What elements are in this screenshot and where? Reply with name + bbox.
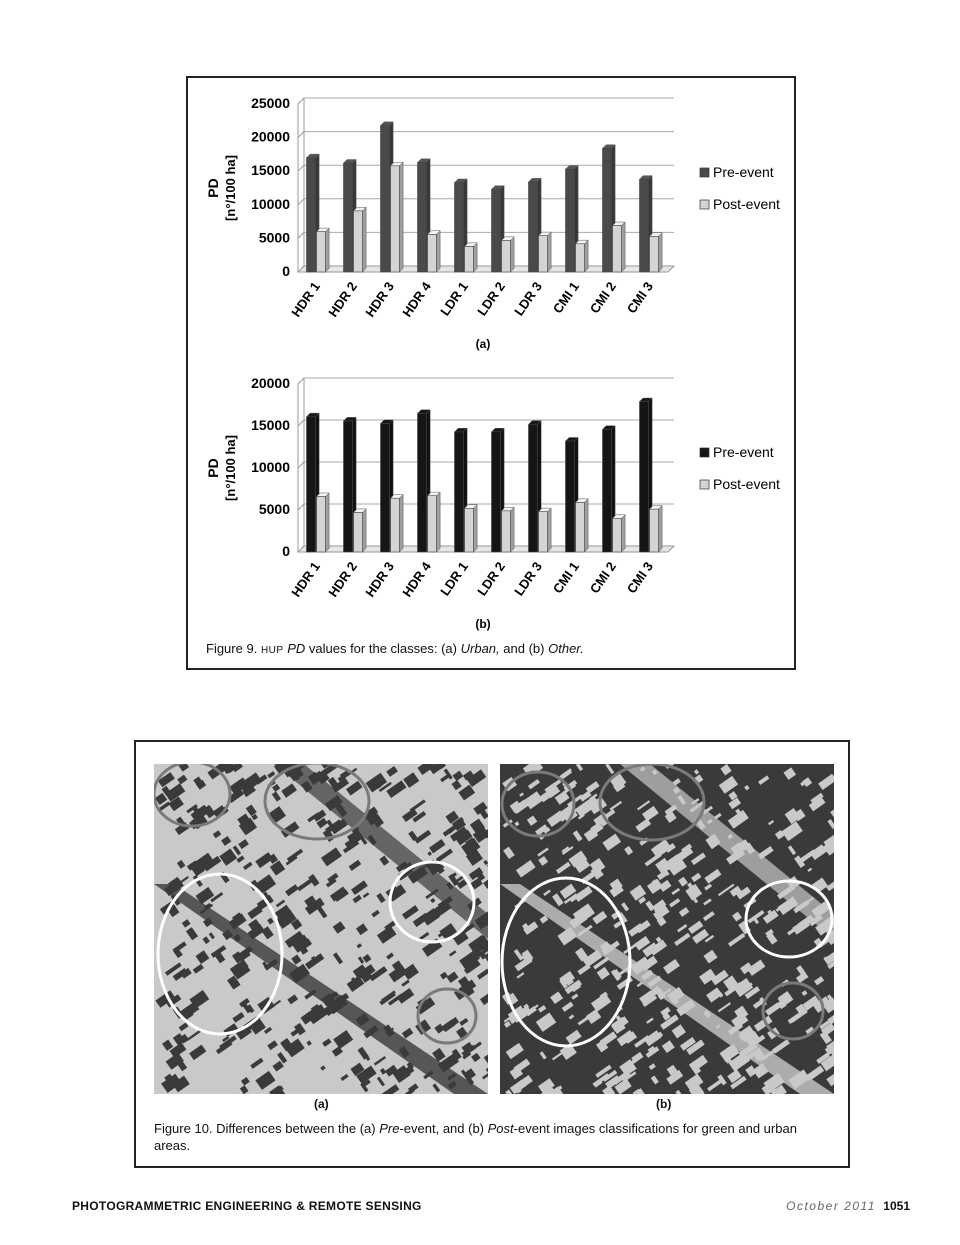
bar-post-event-hdr-2 <box>354 211 363 272</box>
bar-side <box>326 228 330 272</box>
gridline-diag <box>298 462 304 468</box>
bar-side <box>585 240 589 272</box>
x-tick-label: HDR 2 <box>325 279 360 320</box>
bar-pre-event-ldr-1 <box>455 432 464 552</box>
y-tick-label: 15000 <box>251 417 290 433</box>
y-tick-label: 10000 <box>251 195 290 212</box>
x-tick-label: HDR 2 <box>325 559 360 600</box>
gridline-diag <box>298 232 304 238</box>
bar-side <box>474 243 478 272</box>
y-tick-label: 5000 <box>258 229 290 246</box>
bar-pre-event-ldr-3 <box>529 424 538 552</box>
figure-9 <box>186 76 796 670</box>
panel-a-pre-event-image <box>154 764 488 1094</box>
bar-pre-event-cmi-1 <box>566 169 575 272</box>
x-tick-label: CMI 3 <box>623 279 656 317</box>
panel-a-label: (a) <box>314 1097 329 1111</box>
bar-post-event-ldr-3 <box>539 512 548 552</box>
bar-pre-event-hdr-4 <box>418 162 427 272</box>
panel-label: (b) <box>475 617 491 631</box>
bar-post-event-hdr-3 <box>391 166 400 272</box>
y-axis-unit: [n°/100 ha] <box>223 435 238 501</box>
issue-date: October 2011 <box>786 1199 876 1213</box>
gridline-diag <box>298 504 304 510</box>
bar-side <box>659 233 663 272</box>
x-tick-label: LDR 1 <box>437 279 471 319</box>
bar-side <box>400 162 404 272</box>
x-tick-label: CMI 3 <box>623 559 656 597</box>
panel-b-post-event-image <box>500 764 834 1094</box>
chart-b <box>188 366 794 636</box>
bar-side <box>511 237 515 272</box>
bar-pre-event-cmi-3 <box>640 179 649 272</box>
bar-side <box>326 493 330 552</box>
x-tick-label: CMI 2 <box>586 559 619 597</box>
bar-pre-event-cmi-1 <box>566 441 575 552</box>
bar-side <box>622 222 626 272</box>
chart-a <box>188 86 794 356</box>
bar-pre-event-cmi-3 <box>640 402 649 552</box>
x-tick-label: HDR 1 <box>288 279 323 320</box>
bar-post-event-ldr-1 <box>465 246 474 272</box>
bar-pre-event-ldr-1 <box>455 183 464 272</box>
bar-pre-event-ldr-2 <box>492 189 501 272</box>
y-tick-label: 0 <box>282 543 290 559</box>
y-axis-unit: [n°/100 ha] <box>223 155 238 221</box>
x-tick-label: LDR 3 <box>511 559 545 599</box>
y-axis-label: PD <box>205 178 221 198</box>
bar-post-event-hdr-3 <box>391 498 400 552</box>
bar-post-event-hdr-1 <box>317 232 326 272</box>
bar-side <box>511 507 515 552</box>
page-number: 1051 <box>883 1199 910 1213</box>
bar-post-event-ldr-2 <box>502 240 511 272</box>
y-axis-label: PD <box>205 458 221 478</box>
x-tick-label: HDR 3 <box>362 279 397 320</box>
legend-swatch <box>700 200 709 209</box>
figure-10-caption: Figure 10. Differences between the (a) Pre-event, and (b) Post-event images classifications for green and urban areas. <box>154 1121 797 1153</box>
legend-swatch <box>700 448 709 457</box>
bar-post-event-cmi-1 <box>576 244 585 272</box>
bar-post-event-hdr-4 <box>428 234 437 272</box>
bar-pre-event-ldr-2 <box>492 432 501 552</box>
legend-label: Post-event <box>713 196 780 212</box>
bar-post-event-hdr-1 <box>317 497 326 552</box>
gridline-diag <box>298 132 304 138</box>
bar-post-event-cmi-2 <box>613 226 622 272</box>
bar-side <box>437 492 441 552</box>
panel-label: (a) <box>475 337 491 351</box>
bar-pre-event-hdr-2 <box>344 163 353 272</box>
bar-pre-event-hdr-1 <box>307 417 316 552</box>
x-tick-label: HDR 3 <box>362 559 397 600</box>
bar-post-event-hdr-2 <box>354 513 363 552</box>
x-tick-label: LDR 2 <box>474 279 508 319</box>
y-tick-label: 20000 <box>251 128 290 145</box>
bar-side <box>474 505 478 552</box>
figure-9-caption: Figure 9. HUP PD values for the classes: (a) Urban, and (b) Other. <box>206 641 584 656</box>
legend-swatch <box>700 480 709 489</box>
legend-label: Pre-event <box>713 444 774 460</box>
gridline-diag <box>298 98 304 104</box>
journal-name: PHOTOGRAMMETRIC ENGINEERING & REMOTE SENSING <box>72 1199 422 1213</box>
bar-post-event-hdr-4 <box>428 496 437 552</box>
bar-pre-event-hdr-2 <box>344 421 353 552</box>
x-tick-label: CMI 1 <box>549 559 582 597</box>
bar-side <box>622 515 626 552</box>
y-tick-label: 10000 <box>251 459 290 475</box>
panel-b-label: (b) <box>656 1097 672 1111</box>
x-tick-label: CMI 2 <box>586 279 619 317</box>
y-tick-label: 25000 <box>251 95 290 111</box>
bar-post-event-ldr-1 <box>465 508 474 552</box>
gridline-diag <box>298 199 304 205</box>
bar-side <box>548 232 552 272</box>
bar-pre-event-ldr-3 <box>529 182 538 272</box>
bar-pre-event-cmi-2 <box>603 429 612 552</box>
y-tick-label: 0 <box>282 263 290 279</box>
bar-post-event-cmi-2 <box>613 518 622 552</box>
gridline-diag <box>298 420 304 426</box>
page-info <box>786 1199 910 1213</box>
bar-pre-event-hdr-3 <box>381 423 390 552</box>
bar-side <box>400 495 404 552</box>
legend-label: Pre-event <box>713 164 774 180</box>
bar-side <box>585 499 589 552</box>
bar-post-event-cmi-3 <box>650 236 659 272</box>
bar-post-event-cmi-3 <box>650 509 659 552</box>
figure-10 <box>134 740 850 1168</box>
bar-side <box>363 207 367 272</box>
x-tick-label: HDR 4 <box>399 279 434 320</box>
x-tick-label: LDR 2 <box>474 559 508 599</box>
bar-side <box>659 506 663 552</box>
bar-side <box>363 509 367 552</box>
gridline-diag <box>298 378 304 384</box>
x-tick-label: HDR 4 <box>399 559 434 600</box>
x-tick-label: LDR 3 <box>511 279 545 319</box>
bar-post-event-cmi-1 <box>576 502 585 552</box>
bar-post-event-ldr-2 <box>502 511 511 552</box>
bar-pre-event-hdr-4 <box>418 413 427 552</box>
bar-pre-event-hdr-1 <box>307 158 316 272</box>
y-tick-label: 20000 <box>251 375 290 391</box>
x-tick-label: CMI 1 <box>549 279 582 317</box>
bar-side <box>548 508 552 552</box>
x-tick-label: HDR 1 <box>288 559 323 600</box>
bar-post-event-ldr-3 <box>539 236 548 272</box>
x-tick-label: LDR 1 <box>437 559 471 599</box>
legend-swatch <box>700 168 709 177</box>
bar-side <box>437 231 441 272</box>
gridline-diag <box>298 165 304 171</box>
bar-pre-event-cmi-2 <box>603 148 612 272</box>
y-tick-label: 5000 <box>258 501 290 517</box>
legend-label: Post-event <box>713 476 780 492</box>
y-tick-label: 15000 <box>251 162 290 179</box>
bar-pre-event-hdr-3 <box>381 126 390 272</box>
